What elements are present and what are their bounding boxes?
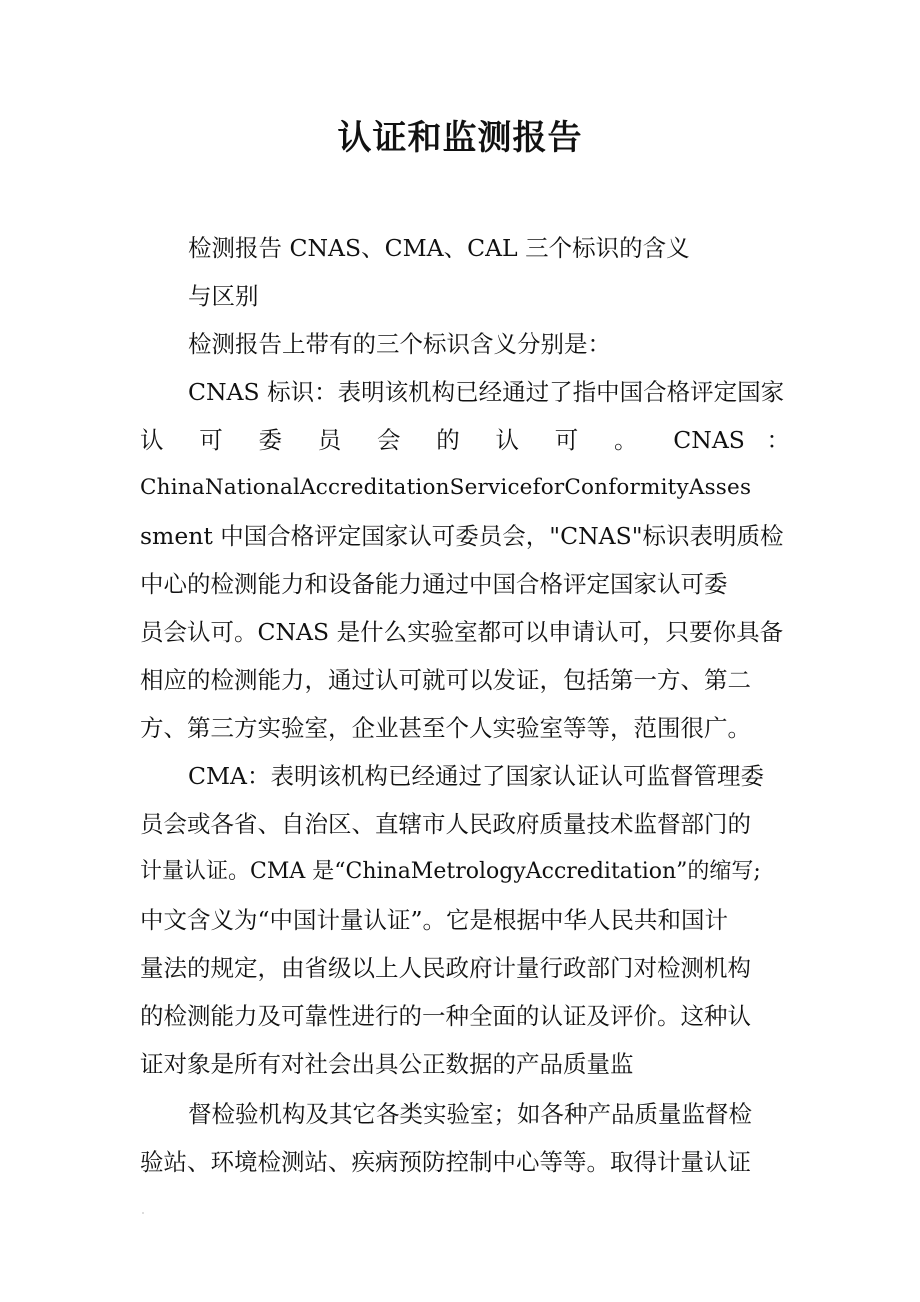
text-line: sment 中国合格评定国家认可委员会，"CNAS"标识表明质检: [140, 522, 784, 550]
text-line: 计量认证。CMA 是“ChinaMetrologyAccreditation”的缩写;: [140, 859, 761, 884]
document-title: 认证和监测报告: [337, 118, 583, 158]
text-line: 相应的检测能力，通过认可就可以发证，包括第一方、第二: [140, 666, 751, 694]
text-line: 认 可 委 员 会 的 认 可 。 CNAS ：: [140, 426, 790, 454]
text-line: 的检测能力及可靠性进行的一种全面的认证及评价。这种认: [140, 1002, 751, 1030]
text-line: 督检验机构及其它各类实验室；如各种产品质量监督检: [188, 1100, 752, 1128]
text-line: CNAS 标识：表明该机构已经通过了指中国合格评定国家: [188, 378, 785, 406]
text-line: 证对象是所有对社会出具公正数据的产品质量监: [140, 1050, 634, 1078]
text-line: 量法的规定，由省级以上人民政府计量行政部门对检测机构: [140, 954, 751, 982]
text-line: 中文含义为“中国计量认证”。它是根据中华人民共和国计: [140, 906, 729, 934]
text-line: 员会认可。CNAS 是什么实验室都可以申请认可，只要你具备: [140, 618, 784, 646]
text-line: CMA：表明该机构已经通过了国家认证认可监督管理委: [188, 762, 765, 790]
text-line: 员会或各省、自治区、直辖市人民政府质量技术监督部门的: [140, 810, 751, 838]
text-line: 与区别: [188, 282, 259, 310]
text-line: 中心的检测能力和设备能力通过中国合格评定国家认可委: [140, 570, 728, 598]
text-line: ChinaNationalAccreditationServiceforConformityAsses: [140, 475, 752, 500]
scan-speck: [142, 1212, 144, 1214]
text-line: 验站、环境检测站、疾病预防控制中心等等。取得计量认证: [140, 1148, 751, 1176]
text-line: 检测报告上带有的三个标识含义分别是：: [188, 330, 611, 358]
text-line: 方、第三方实验室，企业甚至个人实验室等等，范围很广。: [140, 714, 751, 742]
text-line: 检测报告 CNAS、CMA、CAL 三个标识的含义: [188, 234, 690, 262]
